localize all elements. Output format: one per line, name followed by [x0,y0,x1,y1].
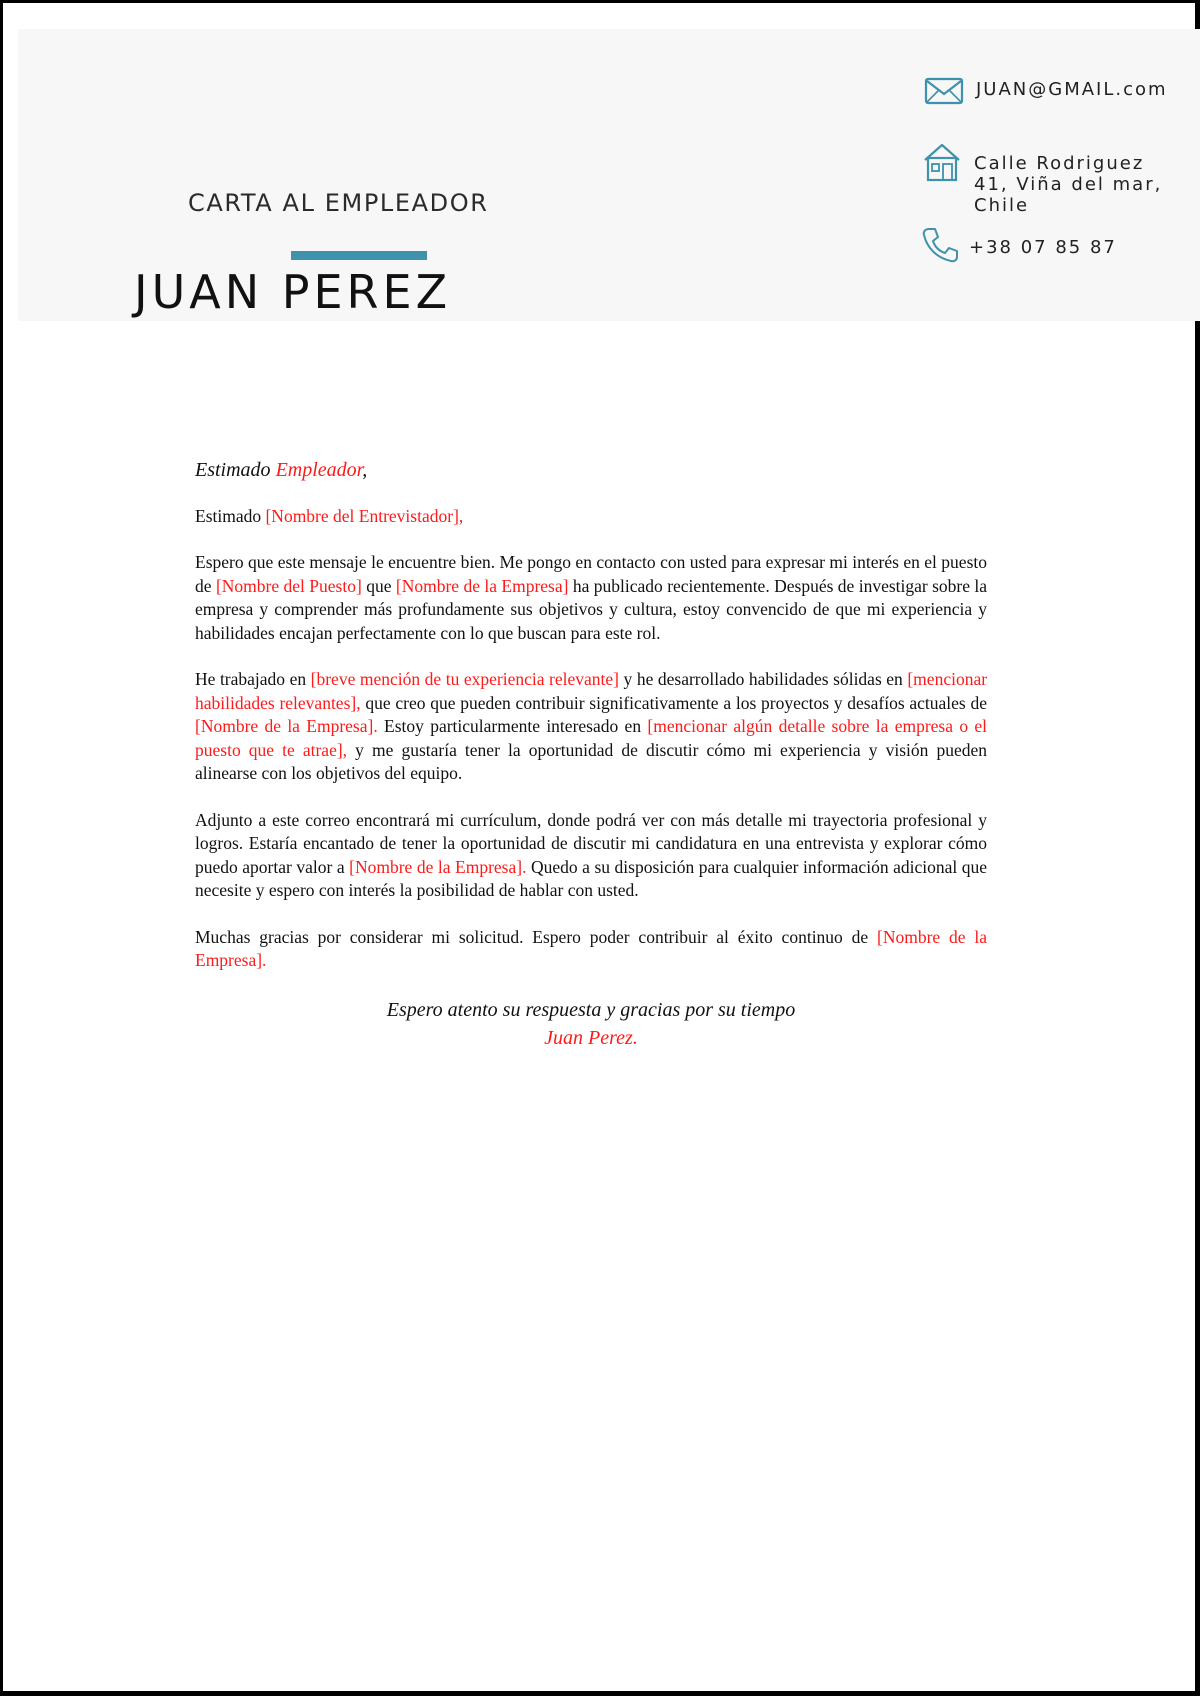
salutation [195,505,987,529]
paragraph-attachment: Adjunto a este correo encontrará mi currículum, donde podrá ver con más detalle mi trayectoria profesional y logros. Estaría encantado de tener la oportunidad de discutir mi candidatura en una entrevista y explorar cómo puedo aportar valor a [Nombre de la Empresa]. Quedo a su disposición para cualquier información adicional que necesite y espero con interés la posibilidad de hablar con usted. [195,809,988,900]
email-text: JUAN@GMAIL.com [976,79,1168,100]
salutation-prefix: Estimado [195,505,262,526]
envelope-icon [924,71,964,111]
closing [195,996,987,1052]
document-type-title: CARTA AL EMPLEADOR [188,189,489,217]
placeholder-experience: [breve mención de tu experiencia relevante] [310,669,619,689]
address-text: Calle Rodriguez 41, Viña del mar, Chile [974,153,1163,216]
greeting [195,459,987,483]
placeholder-company: [Nombre de la Empresa]. [195,926,987,970]
signature: Juan Perez. [544,1026,638,1049]
greeting-prefix: Estimado [195,459,271,481]
letter-body [195,459,987,1075]
paragraph-intro: Espero que este mensaje le encuentre bien. Me pongo en contacto con usted para expresar mi interés en el puesto de [Nombre del Puesto] que [Nombre de la Empresa] ha publicado recientemente. Después de investigar sobre la empresa y comprender más profundamente sus objetivos y cultura, estoy convencido de que mi experiencia y habilidades encajan perfectamente con lo que buscan para este rol. [195,552,988,643]
placeholder-company: [Nombre de la Empresa]. [349,856,527,877]
house-icon [922,142,962,182]
placeholder-interviewer: [Nombre del Entrevistador], [265,505,464,526]
phone-text: +38 07 85 87 [969,237,1117,258]
paragraph-experience: He trabajado en [breve mención de tu experiencia relevante] y he desarrollado habilidades sólidas en [mencionar habilidades relevantes], que creo que pueden contribuir significativamente a los proyectos y desafíos actuales de [Nombre de la Empresa]. Estoy particularmente interesado en [mencionar algún detalle sobre la empresa o el puesto que te atrae], y me gustaría tener la oportunidad de discutir cómo mi experiencia y visión pueden alinearse con los objetivos del equipo. [195,669,988,783]
placeholder-company: [Nombre de la Empresa] [395,575,569,596]
closing-line: Espero atento su respuesta y gracias por su tiempo [386,998,796,1021]
sender-name: JUAN PEREZ [134,265,452,319]
paragraph-thanks: Muchas gracias por considerar mi solicitud. Espero poder contribuir al éxito continuo de [Nombre de la Empresa]. [195,926,987,970]
placeholder-company-detail: [mencionar algún detalle sobre la empresa o el puesto que te atrae], [195,716,988,760]
title-accent-bar [291,251,427,260]
placeholder-skills: [mencionar habilidades relevantes], [195,669,988,713]
greeting-name: Empleador [275,459,363,481]
phone-icon [920,225,960,265]
letter-header [18,29,1200,321]
placeholder-company: [Nombre de la Empresa]. [195,716,378,736]
greeting-suffix: , [362,459,368,481]
placeholder-position: [Nombre del Puesto] [215,575,362,596]
